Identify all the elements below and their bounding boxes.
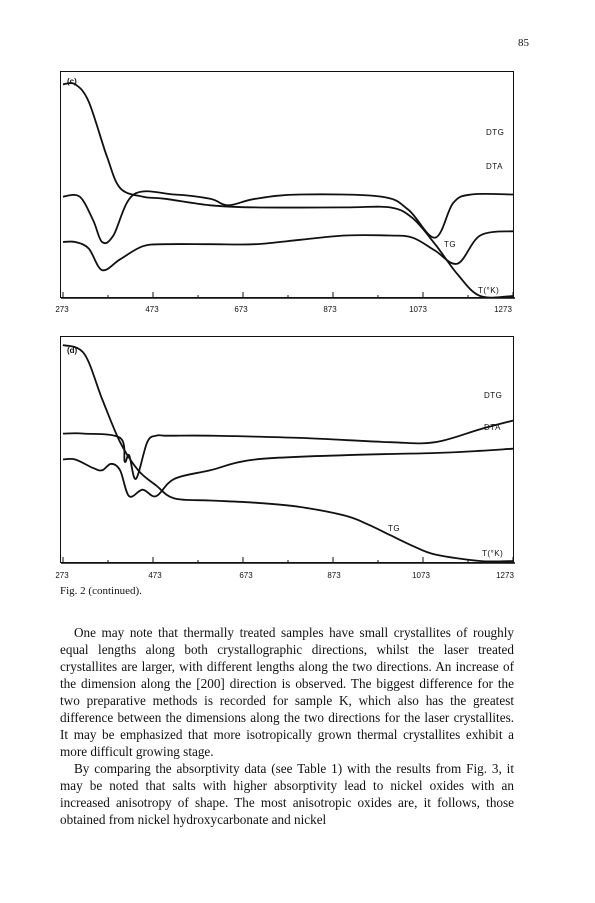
x-tick-label: 873 [327, 571, 341, 580]
curve-tg [63, 83, 513, 298]
x-tick-label: 1073 [412, 571, 430, 580]
x-tick-label: 673 [234, 305, 248, 314]
x-tick-label: 473 [145, 305, 159, 314]
x-tick-label: 673 [239, 571, 253, 580]
paragraph: By comparing the absorptivity data (see Table 1) with the results from Fig. 3, it may be noted that salts with higher absorptivity lead to nickel oxides with an increased anisotropy of shape. The most anisotropic oxides are, it follows, those obtained from nickel hydroxycarbonate and nickel [60, 761, 514, 827]
thermogram-panel-d [60, 336, 514, 563]
body-text [60, 624, 514, 828]
x-tick-label: 1273 [494, 305, 512, 314]
thermogram-panel-c [60, 71, 514, 298]
curve-label-dta-d: DTA [484, 423, 501, 432]
curve-dta [63, 231, 513, 270]
x-tick-label: 1273 [496, 571, 514, 580]
x-tick-label: 873 [323, 305, 337, 314]
axis-unit-label-c: T(°K) [478, 286, 500, 295]
panel-label-d: (d) [67, 346, 78, 355]
curve-label-tg-d: TG [388, 524, 401, 533]
curve-dta [63, 449, 513, 497]
figure-caption: Fig. 2 (continued). [60, 585, 142, 597]
thermogram-plot-d [61, 337, 515, 564]
curve-dtg [63, 191, 513, 243]
curve-label-dtg-d: DTG [484, 391, 503, 400]
curve-label-dtg-c: DTG [486, 128, 505, 137]
page-number: 85 [518, 37, 529, 49]
panel-label-c: (c) [67, 77, 77, 86]
x-tick-label: 273 [55, 571, 69, 580]
thermogram-plot-c [61, 72, 515, 299]
x-tick-label: 273 [55, 305, 69, 314]
x-tick-label: 1073 [409, 305, 427, 314]
curve-label-tg-c: TG [444, 240, 457, 249]
paragraph: One may note that thermally treated samples have small crystallites of roughly equal lengths along both crystallographic directions, whilst the laser treated crystallites are larger, with different lengths along the two directions. An increase of the dimension along the [200] direction is observed. The biggest difference for the two preparative methods is recorded for sample K, which also has the greatest difference between the dimensions along the two directions for the laser crystallites. It may be emphasized that more isotropically grown thermal crystallites exhibit a more difficult growing stage. [60, 625, 514, 759]
curve-label-dta-c: DTA [486, 162, 503, 171]
axis-unit-label-d: T(°K) [482, 549, 504, 558]
curve-dtg [63, 421, 513, 479]
x-tick-label: 473 [148, 571, 162, 580]
